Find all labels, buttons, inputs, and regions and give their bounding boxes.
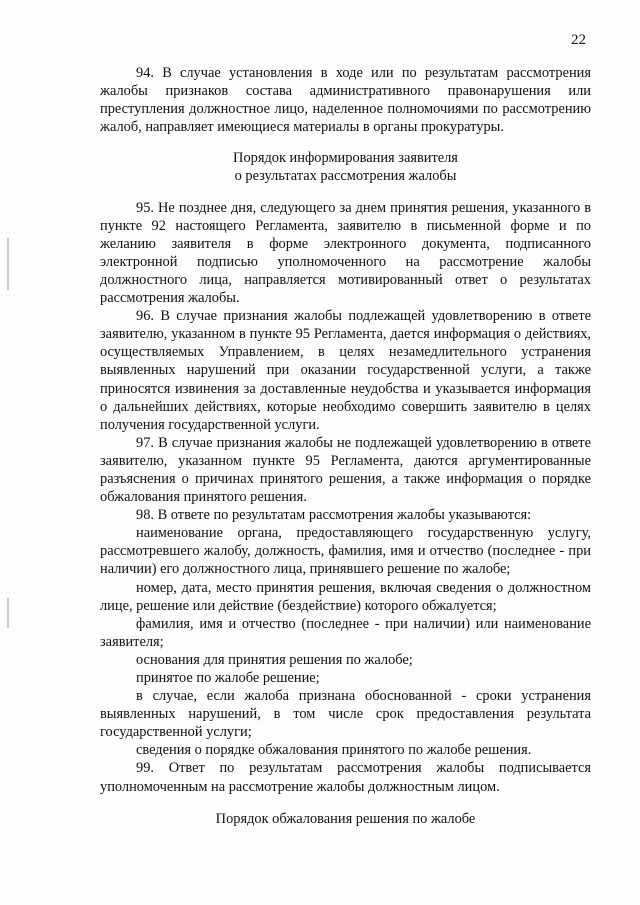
paragraph-98: 98. В ответе по результатам рассмотрения жалобы указываются: [136, 507, 532, 524]
paragraph-95: 95. Не позднее дня, следующего за днем принятия решения, указанного в пункте 92 настоящего Регламента, заявителю в письменной форме и по желанию заявителя в форме электронного документа, подписанного электронной подписью уполномоченного на рассмотрение жалобы должностного лица, направляется мотивированный ответ о результатах рассмотрения жалобы. [100, 199, 591, 307]
paragraph-94: 94. В случае установления в ходе или по результатам рассмотрения жалобы признаков состава административного правонарушения или преступления должностное лицо, наделенное полномочиями по рассмотрению жалоб, направляет имеющиеся материалы в органы прокуратуры. [100, 65, 591, 136]
paragraph-97: 97. В случае признания жалобы не подлежащей удовлетворению в ответе заявителю, указанном пункте 95 Регламента, даются аргументированные разъяснения о причинах принятого решения, а также информация о порядке обжалования принятого решения. [100, 434, 591, 506]
list-item: номер, дата, место принятия решения, включая сведения о должностном лице, решение или действие (бездействие) которого обжалуется; [100, 579, 591, 614]
section-heading-line: о результатах рассмотрения жалобы [234, 168, 457, 185]
scan-artifact [7, 238, 9, 290]
list-item: в случае, если жалоба признана обоснованной - сроки устранения выявленных нарушений, в том числе срок предоставления результата государственной услуги; [100, 688, 591, 741]
list-item: наименование органа, предоставляющего государственную услугу, рассмотревшего жалобу, должность, фамилия, имя и отчество (последнее - при наличии) его должностного лица, принявшего решение по жалобе; [100, 525, 591, 578]
section-heading: Порядок обжалования решения по жалобе [215, 810, 476, 827]
list-item: фамилия, имя и отчество (последнее - при наличии) или наименование заявителя; [100, 615, 591, 650]
page-number: 22 [571, 32, 586, 48]
list-item: принятое по жалобе решение; [136, 670, 320, 686]
paragraph-96: 96. В случае признания жалобы подлежащей удовлетворению в ответе заявителю, указанном в пункте 95 Регламента, дается информация о действиях, осуществляемых Управлением, в целях незамедлительного устранения выявленных нарушений при оказании государственной услуги, а также приносятся извинения за доставленные неудобства и указывается информация о дальнейших действиях, которые необходимо совершить заявителю в целях получения государственной услуги. [100, 308, 591, 433]
paragraph-99: 99. Ответ по результатам рассмотрения жалобы подписывается уполномоченным на рассмотрение жалобы должностным лицом. [100, 760, 591, 795]
list-item: основания для принятия решения по жалобе; [136, 651, 413, 668]
scan-artifact [7, 598, 9, 628]
section-heading [100, 149, 591, 185]
list-item: сведения о порядке обжалования принятого по жалобе решения. [136, 742, 532, 759]
document-body [100, 64, 591, 828]
section-heading-line: Порядок информирования заявителя [233, 150, 458, 167]
